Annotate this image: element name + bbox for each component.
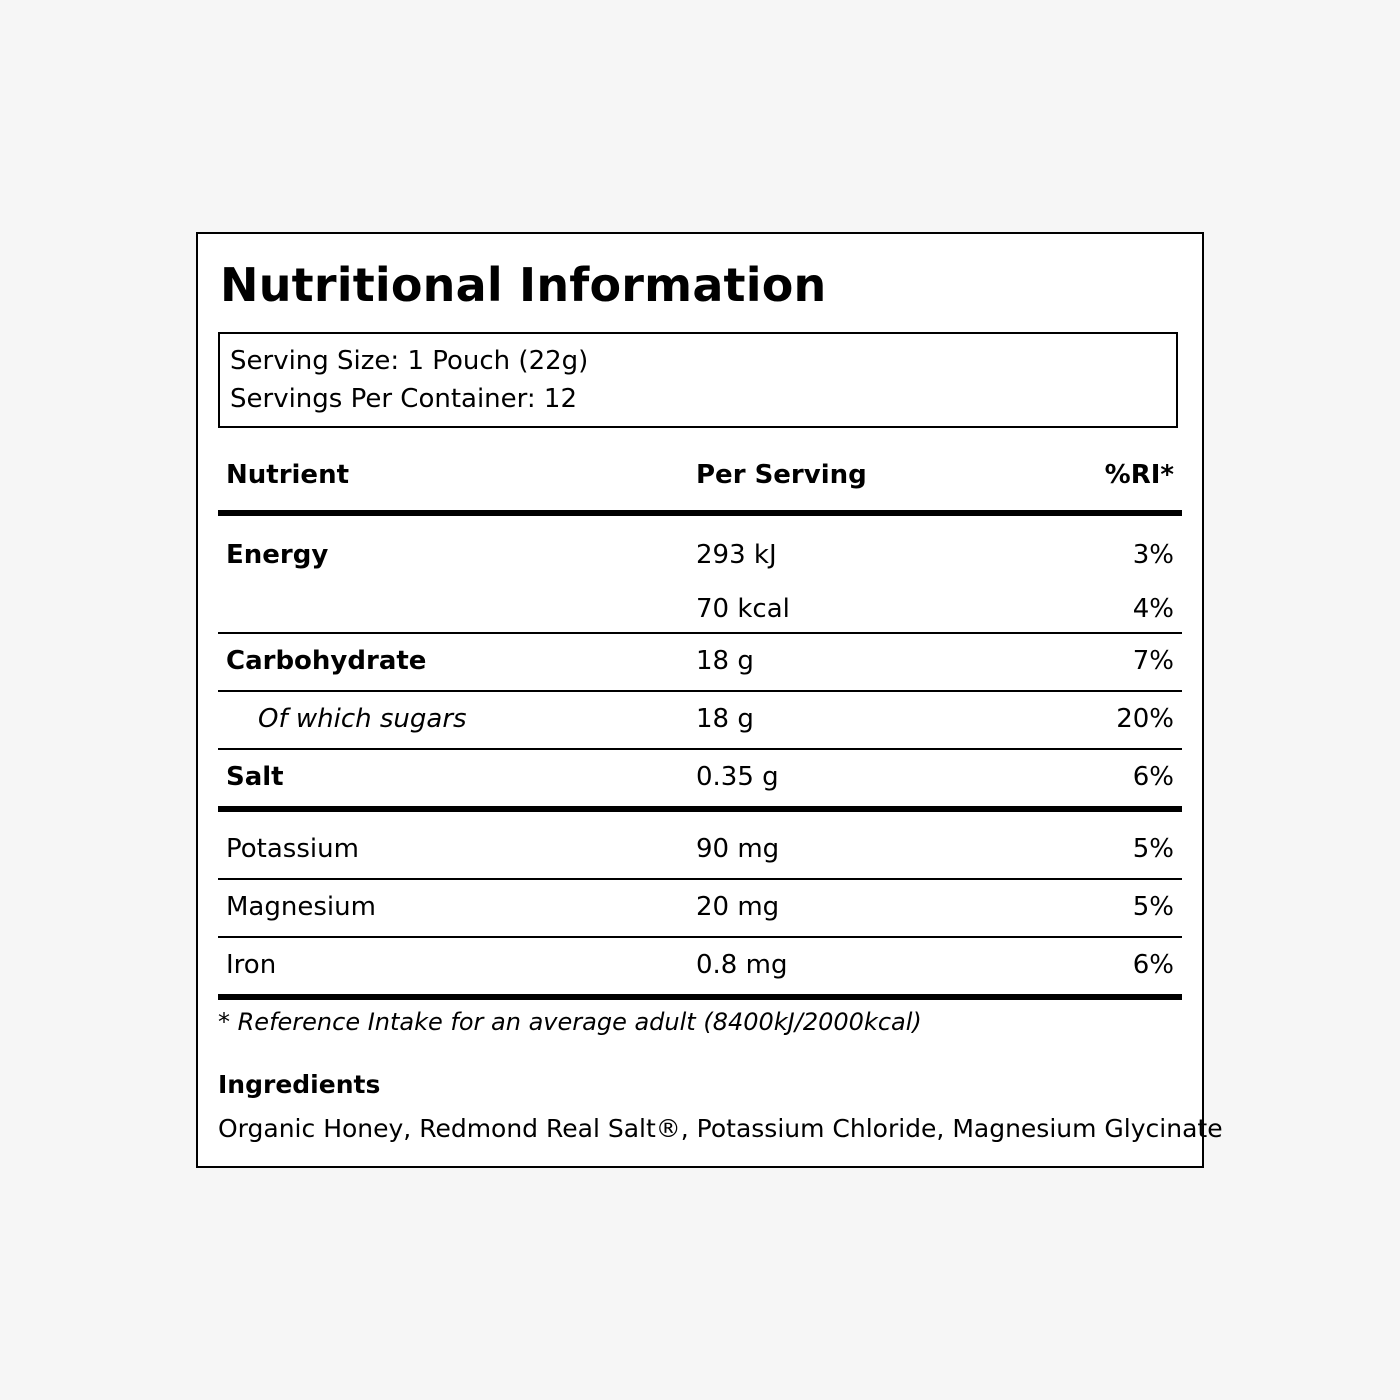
- servings-per-container: Servings Per Container: 12: [230, 384, 578, 414]
- nutrient-amount: 20 mg: [696, 892, 780, 922]
- table-row-sugars: [218, 692, 1182, 750]
- reference-intake-footnote: * Reference Intake for an average adult (8400kJ/2000kcal): [218, 1008, 922, 1036]
- label-title: Nutritional Information: [220, 258, 827, 312]
- nutrient-name: Magnesium: [226, 892, 376, 922]
- nutrient-name: Energy: [226, 540, 329, 570]
- serving-info-box: [218, 332, 1178, 428]
- nutrient-name: Iron: [226, 950, 277, 980]
- table-row-potassium: [218, 812, 1182, 880]
- nutrient-ri: 3%: [1132, 540, 1174, 570]
- nutrient-amount: 18 g: [696, 646, 754, 676]
- nutrient-ri: 5%: [1132, 834, 1174, 864]
- nutrient-name: Potassium: [226, 834, 359, 864]
- nutrient-amount: 90 mg: [696, 834, 780, 864]
- table-row-iron: [218, 938, 1182, 1000]
- header-per-serving: Per Serving: [696, 460, 867, 490]
- nutrient-ri: 6%: [1132, 950, 1174, 980]
- nutrient-name: Carbohydrate: [226, 646, 427, 676]
- nutrient-name: Of which sugars: [258, 704, 467, 734]
- nutrient-amount: 18 g: [696, 704, 754, 734]
- header-ri: %RI*: [1104, 460, 1174, 490]
- nutrient-ri: 6%: [1132, 762, 1174, 792]
- table-row-energy-kcal: [218, 570, 1182, 634]
- header-nutrient: Nutrient: [226, 460, 350, 490]
- nutrient-ri: 20%: [1116, 704, 1174, 734]
- table-row-salt: [218, 750, 1182, 812]
- nutrient-amount: 293 kJ: [696, 540, 777, 570]
- nutrient-ri: 4%: [1132, 594, 1174, 624]
- nutrient-amount: 0.8 mg: [696, 950, 788, 980]
- serving-size: Serving Size: 1 Pouch (22g): [230, 346, 589, 376]
- nutrient-ri: 5%: [1132, 892, 1174, 922]
- table-row-carbohydrate: [218, 634, 1182, 692]
- nutrition-table: [218, 448, 1182, 1000]
- nutrient-ri: 7%: [1132, 646, 1174, 676]
- ingredients-list: Organic Honey, Redmond Real Salt®, Potassium Chloride, Magnesium Glycinate: [218, 1114, 1223, 1143]
- nutrient-amount: 70 kcal: [696, 594, 790, 624]
- nutrition-label: [196, 232, 1223, 1168]
- table-row-magnesium: [218, 880, 1182, 938]
- table-row-energy-kj: [218, 516, 1182, 570]
- ingredients-heading: Ingredients: [218, 1070, 381, 1099]
- nutrient-amount: 0.35 g: [696, 762, 779, 792]
- nutrient-name: Salt: [226, 762, 284, 792]
- table-header-row: [218, 448, 1182, 516]
